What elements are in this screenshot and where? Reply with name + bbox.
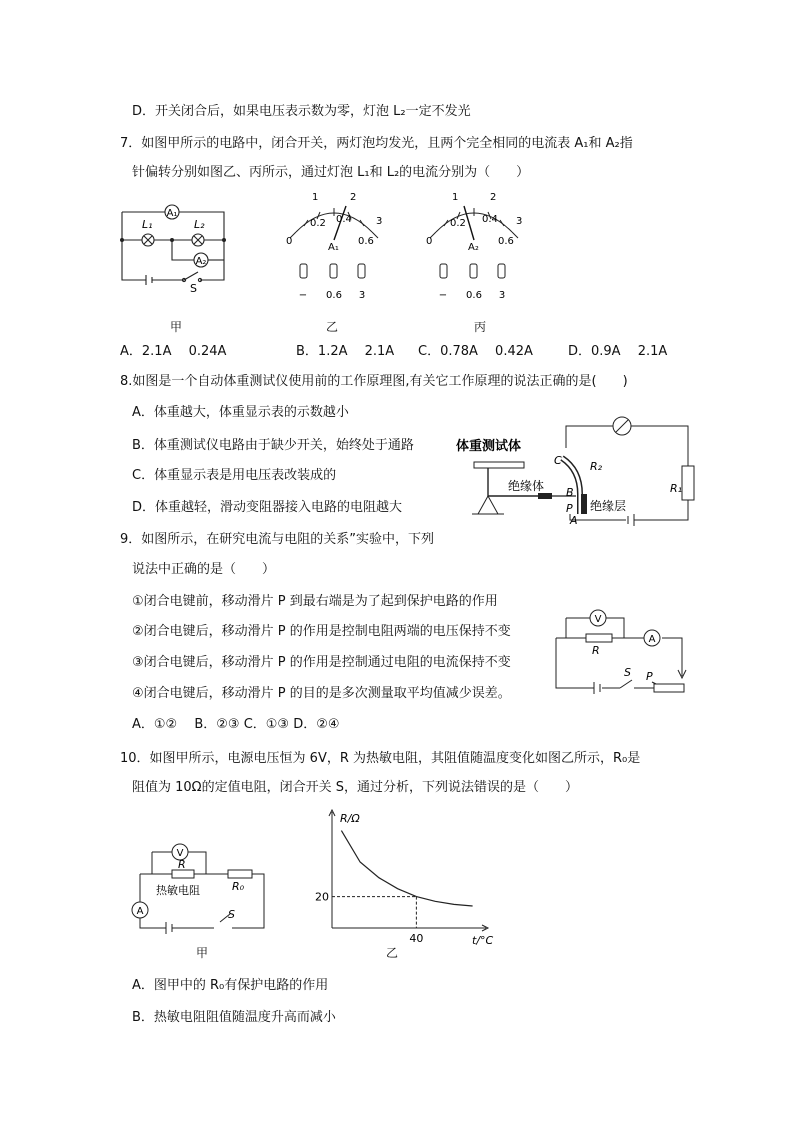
a2-terminal-3: 3 [498, 290, 506, 301]
a1-terminal-3: 3 [358, 290, 366, 301]
q8-option-a: A．体重越大，体重显示表的示数越小 [132, 405, 349, 420]
q10-caption-yi: 乙 [386, 946, 399, 960]
q10-label-s: S [228, 908, 235, 921]
q6-option-d: D．开关闭合后，如果电压表示数为零，灯泡 L₂一定不发光 [132, 104, 471, 119]
q7-caption-bing: 丙 [474, 320, 487, 334]
q8-label-b: B [566, 486, 574, 499]
q8-label-r2: R₂ [590, 460, 603, 473]
a2-tick-1: 1 [452, 192, 459, 203]
q10-rt-graph [315, 808, 498, 950]
a1-tick-06: 0.6 [358, 236, 374, 247]
q7-caption-yi: 乙 [326, 320, 339, 334]
q10-voltmeter-v: V [176, 848, 184, 859]
q8-label-c: C [554, 454, 562, 467]
q7-ammeter-a1-symbol: A₁ [166, 208, 178, 219]
a2-tick-06: 0.6 [498, 236, 514, 247]
q10-option-b: B．热敏电阻阻值随温度升高而减小 [132, 1010, 336, 1025]
q8-stem: 8.如图是一个自动体重测试仪使用前的工作原理图,有关它工作原理的说法正确的是( ) [120, 374, 628, 389]
a2-terminal-06: 0.6 [466, 290, 482, 301]
q10-thermistor-label: 热敏电阻 [156, 884, 200, 897]
q8-insul-layer-label: 绝缘层 [590, 499, 627, 513]
q9-label-s: S [624, 666, 631, 679]
q7-label-l2: L₂ [194, 218, 205, 231]
q8-weight-tester-diagram [454, 416, 698, 528]
rt-y-tick-20: 20 [315, 890, 329, 904]
a1-terminal-neg: − [298, 290, 308, 301]
q9-label-r: R [592, 644, 600, 657]
q9-options: A．①② B．②③ C．①③ D．②④ [132, 717, 340, 732]
rt-curve [341, 831, 472, 906]
q7-option-c: C．0.78A 0.42A [418, 344, 533, 359]
q9-voltmeter-v: V [594, 614, 602, 625]
q10-ammeter-a: A [136, 906, 144, 917]
q7-label-s: S [190, 282, 197, 295]
q8-option-d: D．体重越轻，滑动变阻器接入电路的电阻越大 [132, 500, 403, 515]
q7-ammeter-a1-figure [284, 188, 384, 303]
a1-terminal-06: 0.6 [326, 290, 342, 301]
a1-tick-2: 2 [350, 192, 357, 203]
q8-label-r1: R₁ [670, 482, 683, 495]
q9-stem-line1: 9．如图所示，在研究电流与电阻的关系”实验中，下列 [120, 532, 435, 547]
q9-statement-1: ①闭合电键前，移动滑片 P 到最右端是为了起到保护电路的作用 [132, 594, 498, 609]
a1-label: A₁ [328, 242, 339, 253]
a2-tick-02: 0.2 [450, 218, 466, 229]
q10-label-r: R [178, 858, 186, 871]
q9-label-p: P [646, 670, 653, 683]
a2-tick-2: 2 [490, 192, 497, 203]
q7-stem-line2: 针偏转分别如图乙、丙所示，通过灯泡 L₁和 L₂的电流分别为（ ） [132, 165, 530, 180]
q8-insulator-label: 绝缘体 [508, 479, 545, 493]
q7-label-l1: L₁ [142, 218, 153, 231]
a1-tick-04: 0.4 [336, 214, 352, 225]
q7-caption-jia: 甲 [170, 320, 183, 334]
q8-option-c: C．体重显示表是用电压表改装成的 [132, 468, 337, 483]
q8-label-a: A [570, 514, 578, 527]
rt-x-label: t/°C [472, 934, 494, 947]
q8-label-p: P [566, 502, 573, 515]
q9-statement-4: ④闭合电键后，移动滑片 P 的目的是多次测量取平均值减少误差。 [132, 686, 511, 701]
q7-circuit-diagram [118, 196, 230, 295]
q9-statement-3: ③闭合电键后，移动滑片 P 的作用是控制通过电阻的电流保持不变 [132, 655, 511, 670]
a1-tick-1: 1 [312, 192, 319, 203]
q7-stem-line1: 7．如图甲所示的电路中，闭合开关，两灯泡均发光，且两个完全相同的电流表 A₁和 A₂指 [120, 136, 633, 151]
q9-statement-2: ②闭合电键后，移动滑片 P 的作用是控制电阻两端的电压保持不变 [132, 624, 511, 639]
q9-circuit-diagram [552, 604, 690, 692]
q7-ammeter-a2-figure [424, 188, 524, 303]
q10-circuit-diagram [128, 838, 268, 936]
q10-stem-line1: 10．如图甲所示，电源电压恒为 6V，R 为热敏电阻，其阻值随温度变化如图乙所示，R₀是 [120, 751, 641, 766]
a2-terminal-neg: − [438, 290, 448, 301]
rt-x-tick-40: 40 [409, 932, 424, 945]
a1-tick-0: 0 [286, 236, 293, 247]
q10-stem-line2: 阻值为 10Ω的定值电阻，闭合开关 S，通过分析，下列说法错误的是（ ） [132, 780, 578, 795]
q8-option-b: B．体重测试仪电路由于缺少开关，始终处于通路 [132, 438, 414, 453]
q7-option-b: B．1.2A 2.1A [296, 344, 395, 359]
q8-fig-title: 体重测试体 [456, 439, 522, 454]
q7-option-d: D．0.9A 2.1A [568, 344, 668, 359]
q9-ammeter-a: A [648, 634, 656, 645]
q7-ammeter-a2-symbol: A₂ [195, 256, 207, 267]
a2-tick-04: 0.4 [482, 214, 498, 225]
a2-tick-0: 0 [426, 236, 433, 247]
rt-y-label: R/Ω [340, 812, 360, 825]
a1-tick-02: 0.2 [310, 218, 326, 229]
a2-label: A₂ [468, 242, 479, 253]
a1-tick-3: 3 [376, 216, 383, 227]
a2-tick-3: 3 [516, 216, 523, 227]
q7-options [120, 343, 667, 361]
q10-caption-jia: 甲 [196, 946, 209, 960]
q7-option-a: A．2.1A 0.24A [120, 344, 227, 359]
q9-stem-line2: 说法中正确的是（ ） [132, 562, 276, 577]
q10-label-r0: R₀ [232, 880, 245, 893]
q10-option-a: A．图甲中的 R₀有保护电路的作用 [132, 978, 329, 993]
